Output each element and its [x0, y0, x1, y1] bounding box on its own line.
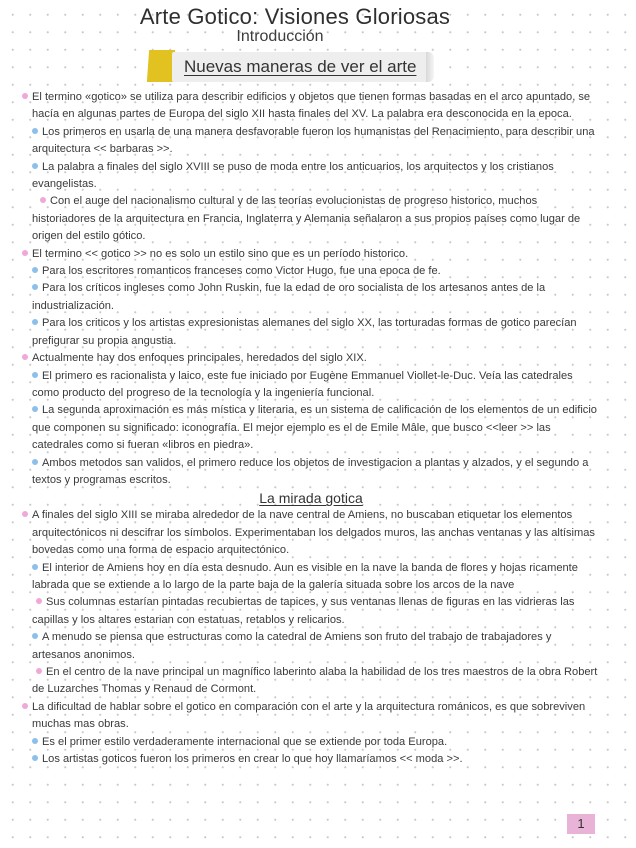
section-mirada: [22, 507, 600, 768]
note-text: A finales del siglo XIII se miraba alrededor de la nave central de Amiens, no buscaban etiquetar los elementos arquitectónicos ni descifrar los símbolos. Experimentaban los delgados muros, las anchas ventanas y las altísimas bovedas como una forma de espacio arquitectónico.: [32, 509, 595, 557]
note-paragraph: [22, 315, 600, 350]
pink-bullet-icon: [22, 511, 28, 517]
blue-bullet-icon: [32, 128, 38, 134]
blue-bullet-icon: [32, 564, 38, 570]
page-subtitle: Introducción: [236, 28, 324, 45]
note-paragraph: [22, 560, 600, 595]
blue-bullet-icon: [32, 284, 38, 290]
highlight-tab: [147, 50, 175, 82]
blue-bullet-icon: [32, 163, 38, 169]
note-paragraph: [22, 664, 600, 699]
note-paragraph: [22, 124, 600, 159]
note-paragraph: [22, 368, 600, 403]
note-text: Los primeros en usarla de una manera desfavorable fueron los humanistas del Renacimiento, para describir una arquitectura << barbaras >>.: [32, 125, 595, 156]
notes-body: [22, 89, 600, 768]
note-text: La dificultad de hablar sobre el gotico en comparación con el arte y la arquitectura románicos, es que sobreviven muchas mas obras.: [32, 700, 586, 731]
pink-bullet-icon: [36, 668, 42, 674]
note-text: El primero es racionalista y laico, este fue iniciado por Eugène Emmanuel Viollet-le-Duc. Veía las catedrales como producto del progreso de la tecnología y la ingeniería funcional.: [32, 369, 573, 399]
pink-bullet-icon: [36, 598, 42, 604]
pink-bullet-icon: [22, 93, 28, 99]
section-heading: Nuevas maneras de ver el arte: [184, 57, 417, 76]
note-text: La palabra a finales del siglo XVIII se puso de moda entre los anticuarios, los arquitectos y los cristianos evangelistas.: [32, 160, 554, 191]
note-text: Es el primer estilo verdaderamente internacional que se extiende por toda Europa.: [42, 735, 448, 748]
note-text: Para los escritores romanticos franceses como Victor Hugo, fue una epoca de fe.: [42, 265, 441, 278]
note-paragraph: [22, 629, 600, 664]
note-text: A menudo se piensa que estructuras como la catedral de Amiens son fruto del trabajo de trabajadores y artesanos anonimos.: [32, 631, 552, 661]
note-text: En el centro de la nave principal un magnífico laberinto alaba la habilidad de los tres maestros de la obra Robert de Luzarches Thomas y Renaud de Cormont.: [32, 666, 598, 696]
note-text: Para los criticos y los artistas expresionistas alemanes del siglo XX, las torturadas formas de gotico parecían prefigurar su propia angustia.: [32, 317, 577, 347]
note-paragraph: [22, 263, 600, 280]
note-paragraph: [22, 751, 600, 768]
note-paragraph: [22, 350, 600, 367]
note-text: Con el auge del nacionalismo cultural y de las teorías evolucionistas de progreso historico, muchos historiadores de la arquitectura en Francia, Inglaterra y Alemania señalaron a sus propios países como lugar de origen del estilo gótico.: [32, 195, 581, 243]
note-text: La segunda aproximación es más mística y literaria, es un sistema de calificación de los elementos de un edificio que componen su significado: iconografía. El mejor ejemplo es el de Emile Mâle, que busco <<leer >> las catedrales como si fueran «libros en piedra».: [32, 404, 597, 452]
note-paragraph: [22, 734, 600, 751]
note-paragraph: [22, 594, 600, 629]
note-paragraph: [22, 699, 600, 734]
blue-bullet-icon: [32, 738, 38, 744]
pink-bullet-icon: [22, 703, 28, 709]
subsection-heading: La mirada gotica: [259, 490, 363, 507]
pink-bullet-icon: [40, 197, 46, 203]
note-paragraph: [22, 402, 600, 454]
page-number-badge: 1: [567, 814, 595, 834]
note-text: Ambos metodos san validos, el primero reduce los objetos de investigacion a plantas y alzados, y el segundo a textos y programas escritos.: [32, 456, 589, 486]
note-text: El termino << gotico >> no es solo un estilo sino que es un período historico.: [32, 247, 409, 260]
note-text: Para los críticos ingleses como John Ruskin, fue la edad de oro socialista de los artesanos antes de la industrialización.: [32, 282, 546, 312]
note-text: Los artistas goticos fueron los primeros en crear lo que hoy llamaríamos << moda >>.: [42, 753, 463, 766]
note-paragraph: [22, 89, 600, 124]
note-text: Actualmente hay dos enfoques principales, heredados del siglo XIX.: [32, 352, 367, 365]
blue-bullet-icon: [32, 372, 38, 378]
note-paragraph: [22, 455, 600, 490]
pink-bullet-icon: [22, 354, 28, 360]
pink-bullet-icon: [22, 250, 28, 256]
note-text: Sus columnas estarían pintadas recubiertas de tapices, y sus ventanas llenas de figuras en las vidrieras las capillas y los altares estarian con estatuas, retablos y relicarios.: [32, 596, 575, 626]
note-paragraph: [22, 246, 600, 263]
note-paragraph: [22, 159, 600, 194]
blue-bullet-icon: [32, 633, 38, 639]
blue-bullet-icon: [32, 755, 38, 761]
page-title: Arte Gotico: Visiones Gloriosas: [139, 4, 451, 29]
note-paragraph: [22, 280, 600, 315]
note-text: El interior de Amiens hoy en día esta desnudo. Aun es visible en la nave la banda de flores y hojas ricamente labrada que se extiende a lo largo de la parte baja de la galería situada sobre los arcos de la nave: [32, 561, 578, 591]
blue-bullet-icon: [32, 267, 38, 273]
note-paragraph: [22, 193, 600, 245]
note-paragraph: [22, 507, 600, 559]
blue-bullet-icon: [32, 406, 38, 412]
section-intro: [22, 89, 600, 489]
note-text: El termino «gotico» se utiliza para describir edificios y objetos que tienen formas basadas en el arco apuntado, se hacía en algunas partes de Europa del siglo XII hasta finales del XV. La palabra era desconocida en la epoca.: [32, 91, 591, 121]
banner-curl: [426, 52, 434, 82]
blue-bullet-icon: [32, 459, 38, 465]
blue-bullet-icon: [32, 319, 38, 325]
